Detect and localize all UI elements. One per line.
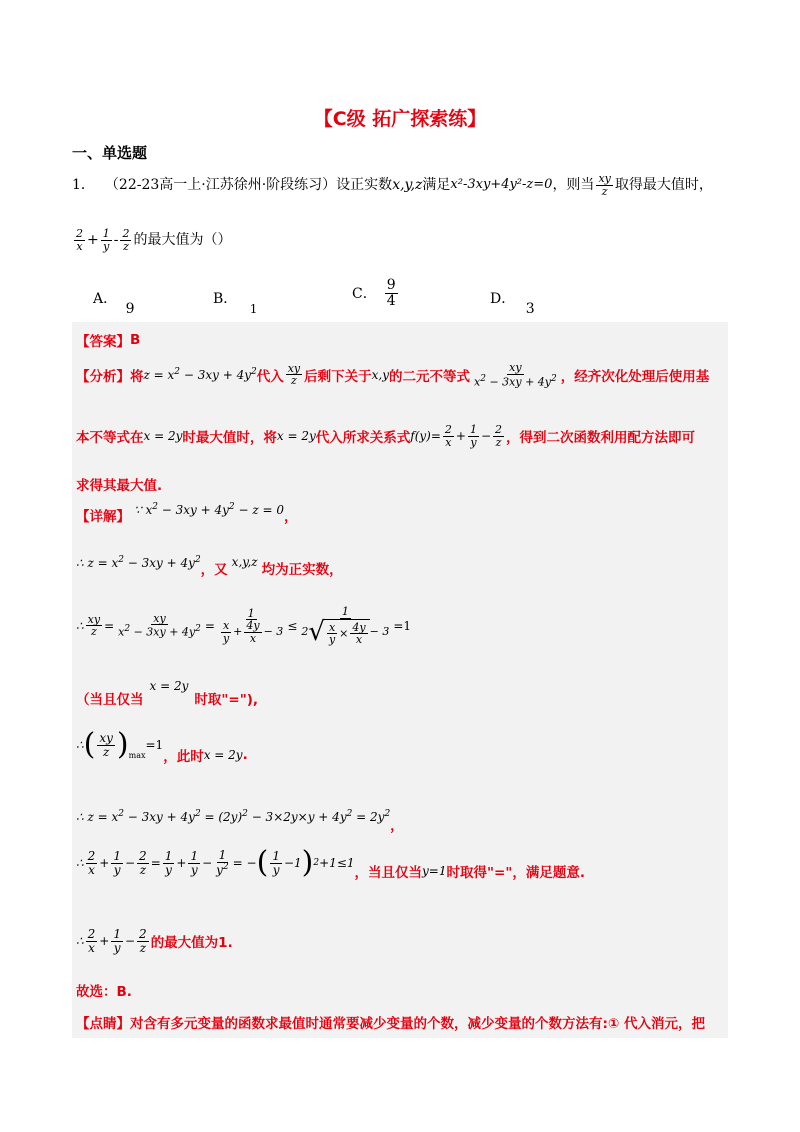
detail-tag: 【详解】: [76, 509, 130, 525]
math-eq: =: [104, 618, 115, 633]
detail-line-equality: [76, 679, 259, 708]
math-x-eq-2y: x = 2y: [203, 748, 243, 762]
fraction-1-over-sum: 1 $\frac{x}{y}$ + $\frac{4y}{x}$ − 3: [222, 606, 284, 645]
detail-line-1: [76, 501, 298, 525]
fraction-xy-over-quadratic: $\frac{xy}{x^2 - 3xy + 4y^2}$: [118, 611, 201, 640]
question-vars: x,y,z: [392, 177, 423, 193]
analysis-line-1: [76, 362, 709, 388]
section-heading: 一、单选题: [72, 144, 148, 162]
math-x-eq-2y: x = 2y: [149, 679, 189, 693]
analysis-text: ，得到二次函数利用配方法即可: [506, 430, 696, 447]
answer-value: B: [130, 332, 141, 348]
math-eq: =: [204, 618, 215, 633]
option-a-value: 9: [125, 301, 135, 317]
detail-text: 时取得"="，满足题意.: [446, 865, 585, 881]
option-d-label: D．: [490, 291, 516, 307]
math-y-eq-1: y=1: [422, 864, 447, 878]
fraction-xy-over-z: $\frac{xy}{z}$: [598, 171, 611, 198]
detail-line-z: [76, 806, 404, 834]
fraction-2-over-z: $\frac{2}{z}$: [122, 226, 130, 253]
detail-text: （当且仅当: [76, 692, 144, 708]
comment-tag: 【点睛】: [76, 1016, 130, 1032]
detail-text: ，当且仅当: [354, 865, 423, 881]
analysis-text: 代入: [256, 368, 284, 385]
math-fy: f(y)= $\frac{2}{x}$ + $\frac{1}{y}$ − $\frac{2}{z}$: [410, 423, 503, 449]
analysis-text: ，经齐次化处理后使用基: [560, 368, 710, 385]
math-z-equals: ∴ $z = x^2 - 3xy + 4y^2$: [76, 554, 201, 570]
analysis-text: 将: [130, 368, 144, 385]
question-when: ，则当: [552, 177, 595, 193]
detail-line-expr: [76, 845, 585, 881]
analysis-tag: 【分析】: [76, 368, 130, 385]
comment-text: 对含有多元变量的函数求最值时通常要减少变量的个数，减少变量的个数方法有:① 代入消元，把: [130, 1016, 706, 1032]
question-equation: x²-3xy+4y²-z=0: [450, 177, 553, 192]
detail-line-result: [76, 928, 233, 954]
question-satisfy: 满足: [422, 177, 451, 193]
detail-choose: [76, 980, 132, 1000]
fraction-inequality: $\frac{xy}{x^2 - 3xy + 4y^2}$: [474, 361, 557, 389]
comment-line: [76, 1012, 705, 1032]
page-title: 【C级 拓广探索练】: [313, 108, 487, 130]
math-therefore: ∴: [76, 618, 84, 633]
detail-text: ，: [283, 509, 298, 525]
math-z-substituted: ∴ $z = x^2 - 3xy + 4y^2 = (2y)^2 - 3\times 2y\times y + 4y^2 = 2y^2$: [76, 808, 391, 824]
math-given: ∵ $x^2 - 3xy + 4y^2 - z = 0$: [134, 501, 284, 517]
option-b-label: B．: [213, 291, 238, 307]
math-x-eq-2y: x = 2y: [143, 429, 183, 444]
analysis-text: 的二元不等式: [389, 368, 471, 385]
math-x-eq-2y: x = 2y: [276, 429, 316, 444]
option-a[interactable]: [93, 288, 135, 317]
math-xy: x,y: [371, 367, 390, 382]
fraction-1-over-sqrt: 1 2 √ $\frac{x}{y}$ × $\frac{4y}{x}$ − 3: [301, 605, 390, 648]
question-1: 1． （22-23高一上·江苏徐州·阶段练习）设正实数 x,y,z 满足 x²-3xy+4y²-z=0 ，则当 $\frac{xy}{z}$ 取得最大值时， $\frac{2}{x}$ + $\frac{1}{y}$ - $\frac{2}{z}$ 的最大值为（）: [72, 171, 713, 253]
detail-text: 时取"="),: [194, 692, 259, 708]
detail-text: 的最大值为1.: [150, 935, 233, 952]
detail-line-max: [76, 727, 248, 765]
analysis-text: 时最大值时，将: [182, 430, 277, 447]
fraction-2-over-x: $\frac{2}{x}$: [76, 226, 83, 253]
analysis-line-3: [76, 474, 162, 494]
question-max-text: 取得最大值时，: [614, 177, 713, 193]
math-target-expr: ∴ $\frac{2}{x}$ + $\frac{1}{y}$ − $\frac{2}{z}$: [76, 927, 147, 955]
options: [93, 272, 733, 317]
option-d-value: 3: [525, 301, 535, 317]
question-expr-tail: 的最大值为（）: [133, 232, 232, 248]
fraction-1-over-y: $\frac{1}{y}$: [102, 226, 110, 253]
answer-tag: 【答案】: [76, 334, 130, 350]
analysis-text: 代入所求关系式: [315, 430, 411, 447]
question-source: （22-23高一上·江苏徐州·阶段练习）设正实数: [104, 177, 393, 193]
analysis-text: 后剩下关于: [304, 368, 372, 385]
detail-text: ，又: [200, 562, 228, 578]
option-b[interactable]: [213, 288, 258, 316]
detail-text: .: [242, 747, 248, 763]
detail-text: 均为正实数，: [261, 562, 343, 578]
option-d[interactable]: [490, 288, 535, 317]
math-xyz: x,y,z: [231, 555, 258, 569]
question-number: 1．: [72, 177, 95, 193]
analysis-line-2: [76, 424, 695, 448]
option-c[interactable]: [352, 278, 400, 308]
detail-text: ，此时: [163, 749, 204, 765]
detail-text: 故选：B.: [76, 984, 132, 1000]
option-c-label: C．: [352, 286, 377, 303]
analysis-text: 求得其最大值.: [76, 478, 163, 494]
math-eq-one: =1: [393, 618, 412, 633]
answer-line: [76, 330, 140, 350]
detail-text: ，: [390, 818, 404, 834]
math-max: ∴ ( $\frac{xy}{z}$ ) max =1: [76, 727, 164, 762]
math-expr-chain: ∴ $\frac{2}{x}$ + $\frac{1}{y}$ − $\frac{2}{z}$ = $\frac{1}{y}$ + $\frac{1}{y}$ − $\frac{1}{y^2}$ = − ( $\frac{1}{y}$ −1 ) 2 +1≤1: [76, 845, 355, 880]
detail-inequality: [76, 606, 411, 646]
option-c-value: $\frac{9}{4}$: [386, 277, 396, 309]
option-b-value: 1: [249, 302, 258, 316]
math-leq: ≤: [287, 618, 298, 633]
analysis-text: 本不等式在: [76, 430, 144, 447]
fraction-xy-over-z: $\frac{xy}{z}$: [287, 361, 301, 388]
detail-line-2: [76, 554, 343, 578]
option-a-label: A．: [93, 291, 118, 307]
math-z-expr: $z = x^2 - 3xy + 4y^2$: [143, 367, 257, 383]
fraction-xy-over-z: $\frac{xy}{z}$: [87, 612, 101, 639]
